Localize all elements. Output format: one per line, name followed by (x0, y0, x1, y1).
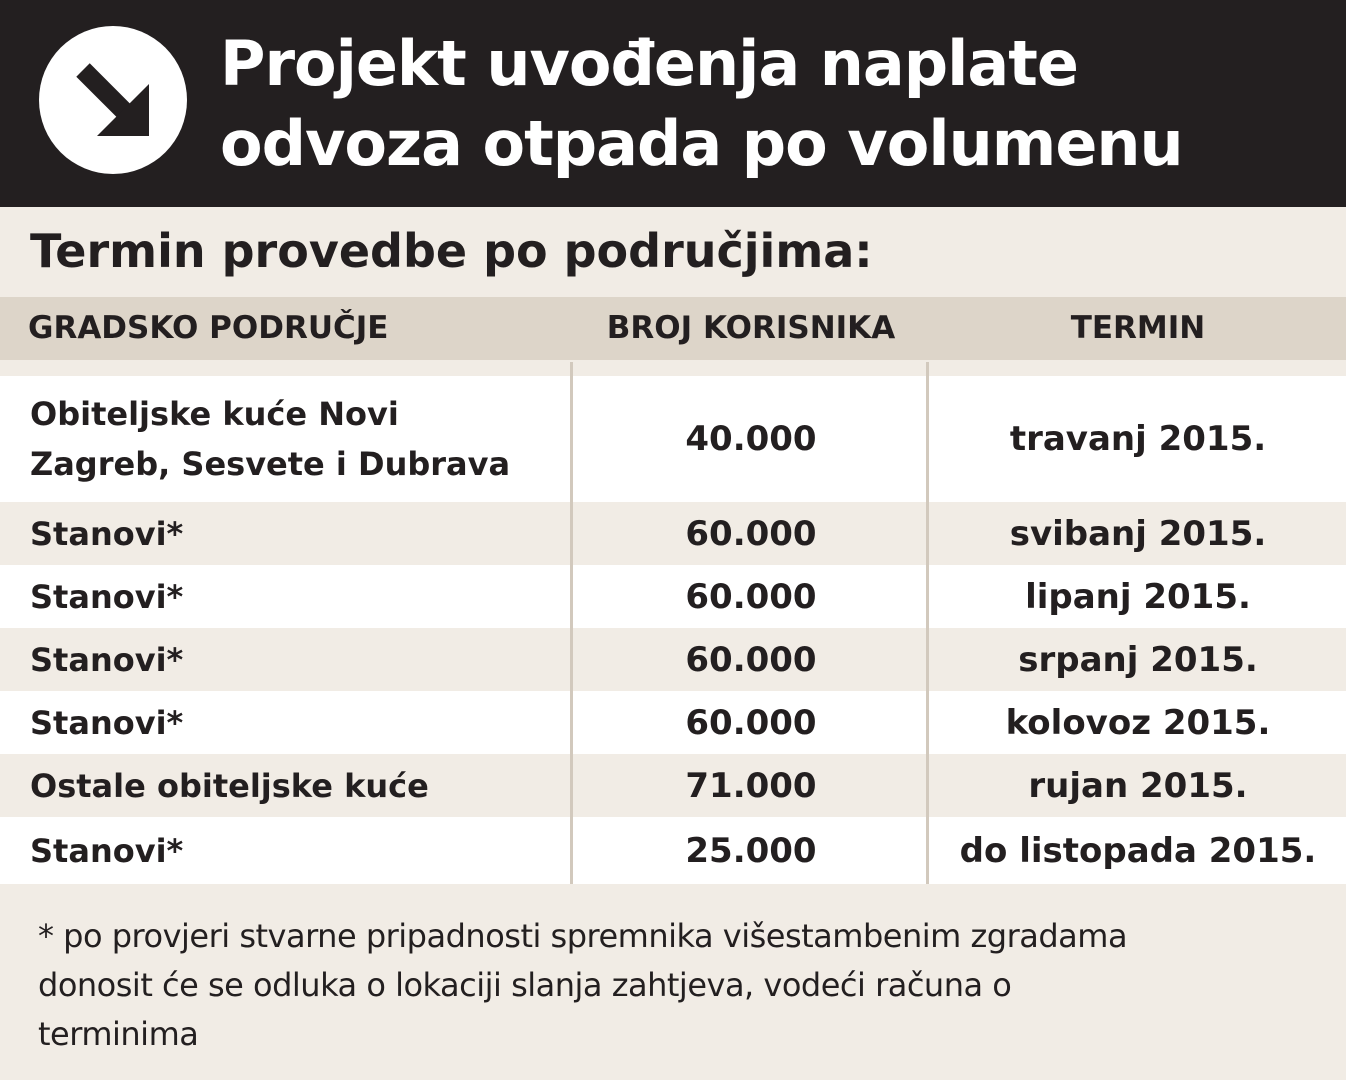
table-row (0, 565, 1346, 628)
cell-term: travanj 2015. (1009, 419, 1267, 459)
cell-users: 40.000 (685, 419, 817, 459)
arrow-down-right-icon (39, 26, 187, 174)
column-header-term: TERMIN (1070, 310, 1206, 346)
cell-area (30, 376, 570, 502)
table-row (0, 817, 1346, 884)
table-row (0, 376, 1346, 502)
column-divider (570, 362, 573, 884)
cell-term: rujan 2015. (1028, 765, 1248, 806)
cell-area: Ostale obiteljske kuće (30, 766, 429, 805)
table-header (0, 297, 1346, 360)
footnote-line-3: terminima (38, 1015, 199, 1053)
cell-users: 60.000 (685, 639, 817, 680)
cell-term: srpanj 2015. (1018, 639, 1258, 680)
table-row (0, 691, 1346, 754)
cell-users: 60.000 (685, 513, 817, 554)
cell-term: svibanj 2015. (1009, 513, 1267, 554)
cell-area: Stanovi* (30, 640, 184, 679)
cell-term: lipanj 2015. (1025, 576, 1251, 617)
footnote (38, 912, 1328, 1059)
column-header-area: GRADSKO PODRUČJE (28, 310, 389, 346)
title-line-1: Projekt uvođenja naplate (220, 27, 1078, 100)
cell-users: 60.000 (685, 702, 817, 743)
cell-users: 60.000 (685, 576, 817, 617)
footnote-line-2: donosit će se odluka o lokaciji slanja zahtjeva, vodeći računa o (38, 966, 1012, 1004)
cell-area-line-1: Obiteljske kuće Novi (30, 395, 399, 433)
title-line-2: odvoza otpada po volumenu (220, 107, 1183, 180)
cell-area: Stanovi* (30, 514, 184, 553)
column-divider (926, 362, 929, 884)
footnote-line-1: * po provjeri stvarne pripadnosti spremnika višestambenim zgradama (38, 917, 1128, 955)
table-row (0, 628, 1346, 691)
section-subtitle: Termin provedbe po područjima: (30, 224, 873, 278)
cell-area-line-2: Zagreb, Sesvete i Dubrava (30, 445, 511, 483)
page-title (220, 24, 1183, 184)
cell-area: Stanovi* (30, 703, 184, 742)
cell-term: do listopada 2015. (959, 830, 1317, 871)
table-row (0, 754, 1346, 817)
cell-term: kolovoz 2015. (1005, 702, 1271, 743)
table-row (0, 502, 1346, 565)
cell-area: Stanovi* (30, 577, 184, 616)
cell-area: Stanovi* (30, 831, 184, 870)
cell-users: 71.000 (685, 765, 817, 806)
column-header-users: BROJ KORISNIKA (606, 310, 896, 346)
header-banner (0, 0, 1346, 207)
cell-users: 25.000 (685, 830, 817, 871)
